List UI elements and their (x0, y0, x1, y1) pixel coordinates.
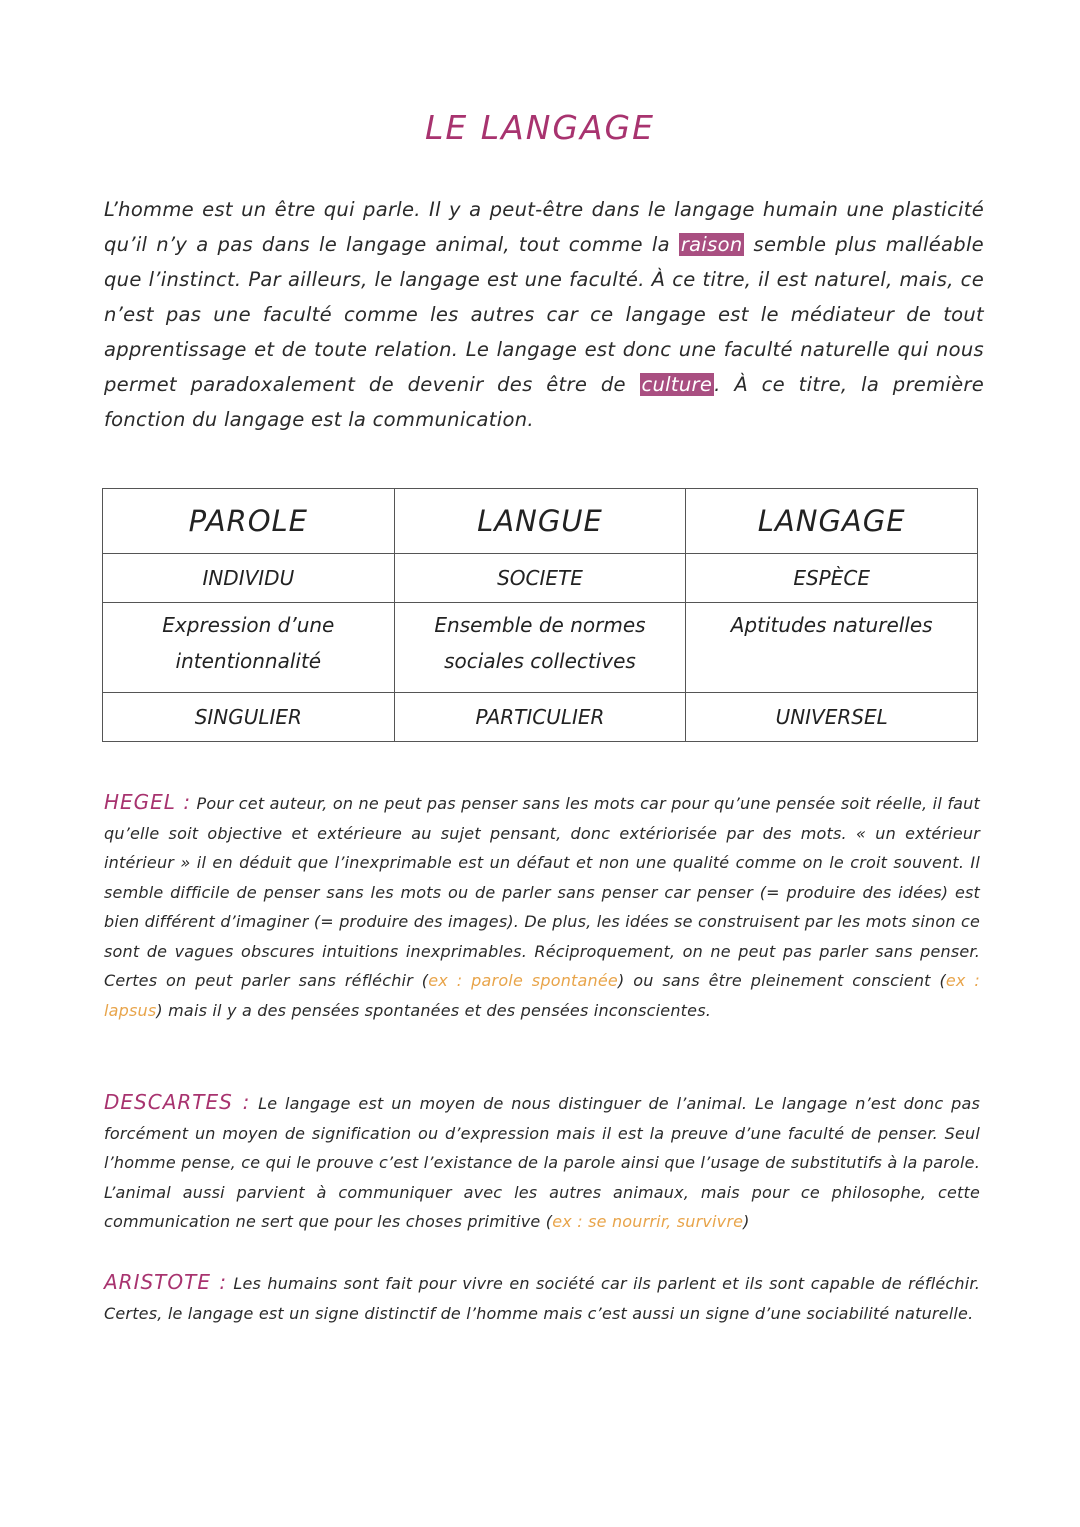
hegel-text-1: Pour cet auteur, on ne peut pas penser sans les mots car pour qu’une pensée soit réelle, il faut qu’elle soit objective et extérieure au sujet pensant, donc extériorisée par des mots. « un extérieur intérieur » il en déduit que l’inexprimable est un défaut et non une qualité comme on le croit souvent. Il semble difficile de penser sans les mots ou de parler sans penser car penser (= produire des idées) est bien différent d’imaginer (= produire des images). De plus, les idées se construisent par les mots sinon ce sont de vagues obscures intuitions inexprimables. Réciproquement, on ne peut pas parler sans penser. Certes on peut parler sans réfléchir ( (104, 794, 980, 990)
example-parole-spontanee: ex : parole spontanée (428, 971, 618, 990)
descartes-section (104, 1088, 980, 1237)
intro-paragraph (104, 192, 984, 437)
author-aristote: ARISTOTE : (104, 1270, 228, 1294)
table-cell: Aptitudes naturelles (686, 603, 978, 693)
aristote-text-1: Les humains sont fait pour vivre en société car ils parlent et ils sont capable de réfléchir. Certes, le langage est un signe distinctif de l’homme mais c’est aussi un signe d’une sociabilité naturelle. (104, 1274, 980, 1323)
table-cell: ESPÈCE (686, 554, 978, 603)
example-se-nourrir: ex : se nourrir, survivre (552, 1212, 744, 1231)
intro-text-3: . À ce titre, la première fonction du langage est la communication. (104, 373, 984, 431)
descartes-text-2: ) (743, 1212, 750, 1231)
table-cell: Ensemble de normes sociales collectives (394, 603, 686, 693)
intro-text-1: L’homme est un être qui parle. Il y a peut-être dans le langage humain une plasticité qu’il n’y a pas dans le langage animal, tout comme la (104, 198, 984, 256)
hegel-text-3: ) mais il y a des pensées spontanées et des pensées inconscientes. (156, 1000, 712, 1020)
table-cell: SINGULIER (103, 693, 395, 742)
header-parole: PAROLE (103, 489, 395, 554)
table-cell: PARTICULIER (394, 693, 686, 742)
table-row (103, 693, 978, 742)
example-lapsus: ex : lapsus (104, 971, 981, 1020)
intro-text-2: semble plus malléable que l’instinct. Par ailleurs, le langage est une faculté. À ce titre, il est naturel, mais, ce n’est pas une faculté comme les autres car ce langage est le médiateur de tout apprentissage et de toute relation. Le langage est donc une faculté naturelle qui nous permet paradoxalement de devenir des être de (104, 233, 984, 396)
author-hegel: HEGEL : (104, 790, 192, 814)
highlight-culture: culture (641, 373, 713, 396)
hegel-section (104, 788, 980, 1025)
table-header-row (103, 489, 978, 554)
header-langage: LANGAGE (686, 489, 978, 554)
table-row (103, 603, 978, 693)
table-row (103, 554, 978, 603)
table-cell: SOCIETE (394, 554, 686, 603)
table-cell: Expression d’une intentionnalité (103, 603, 395, 693)
table-cell: UNIVERSEL (686, 693, 978, 742)
descartes-text-1: Le langage est un moyen de nous distinguer de l’animal. Le langage n’est donc pas forcément un moyen de signification ou d’expression mais il est la preuve d’une faculté de penser. Seul l’homme pense, ce qui le prouve c’est l’existance de la parole ainsi que l’usage de substitutifs à la parole. L’animal aussi parvient à communiquer avec les autres animaux, mais pour ce philosophe, cette communication ne sert que pour les choses primitive ( (104, 1094, 980, 1231)
header-langue: LANGUE (394, 489, 686, 554)
page-title: LE LANGAGE (425, 108, 655, 147)
hegel-text-2: ) ou sans être pleinement conscient ( (617, 971, 946, 990)
comparison-table (102, 488, 978, 742)
highlight-raison: raison (680, 233, 743, 256)
author-descartes: DESCARTES : (104, 1090, 251, 1114)
aristote-section (104, 1268, 980, 1328)
table-cell: INDIVIDU (103, 554, 395, 603)
